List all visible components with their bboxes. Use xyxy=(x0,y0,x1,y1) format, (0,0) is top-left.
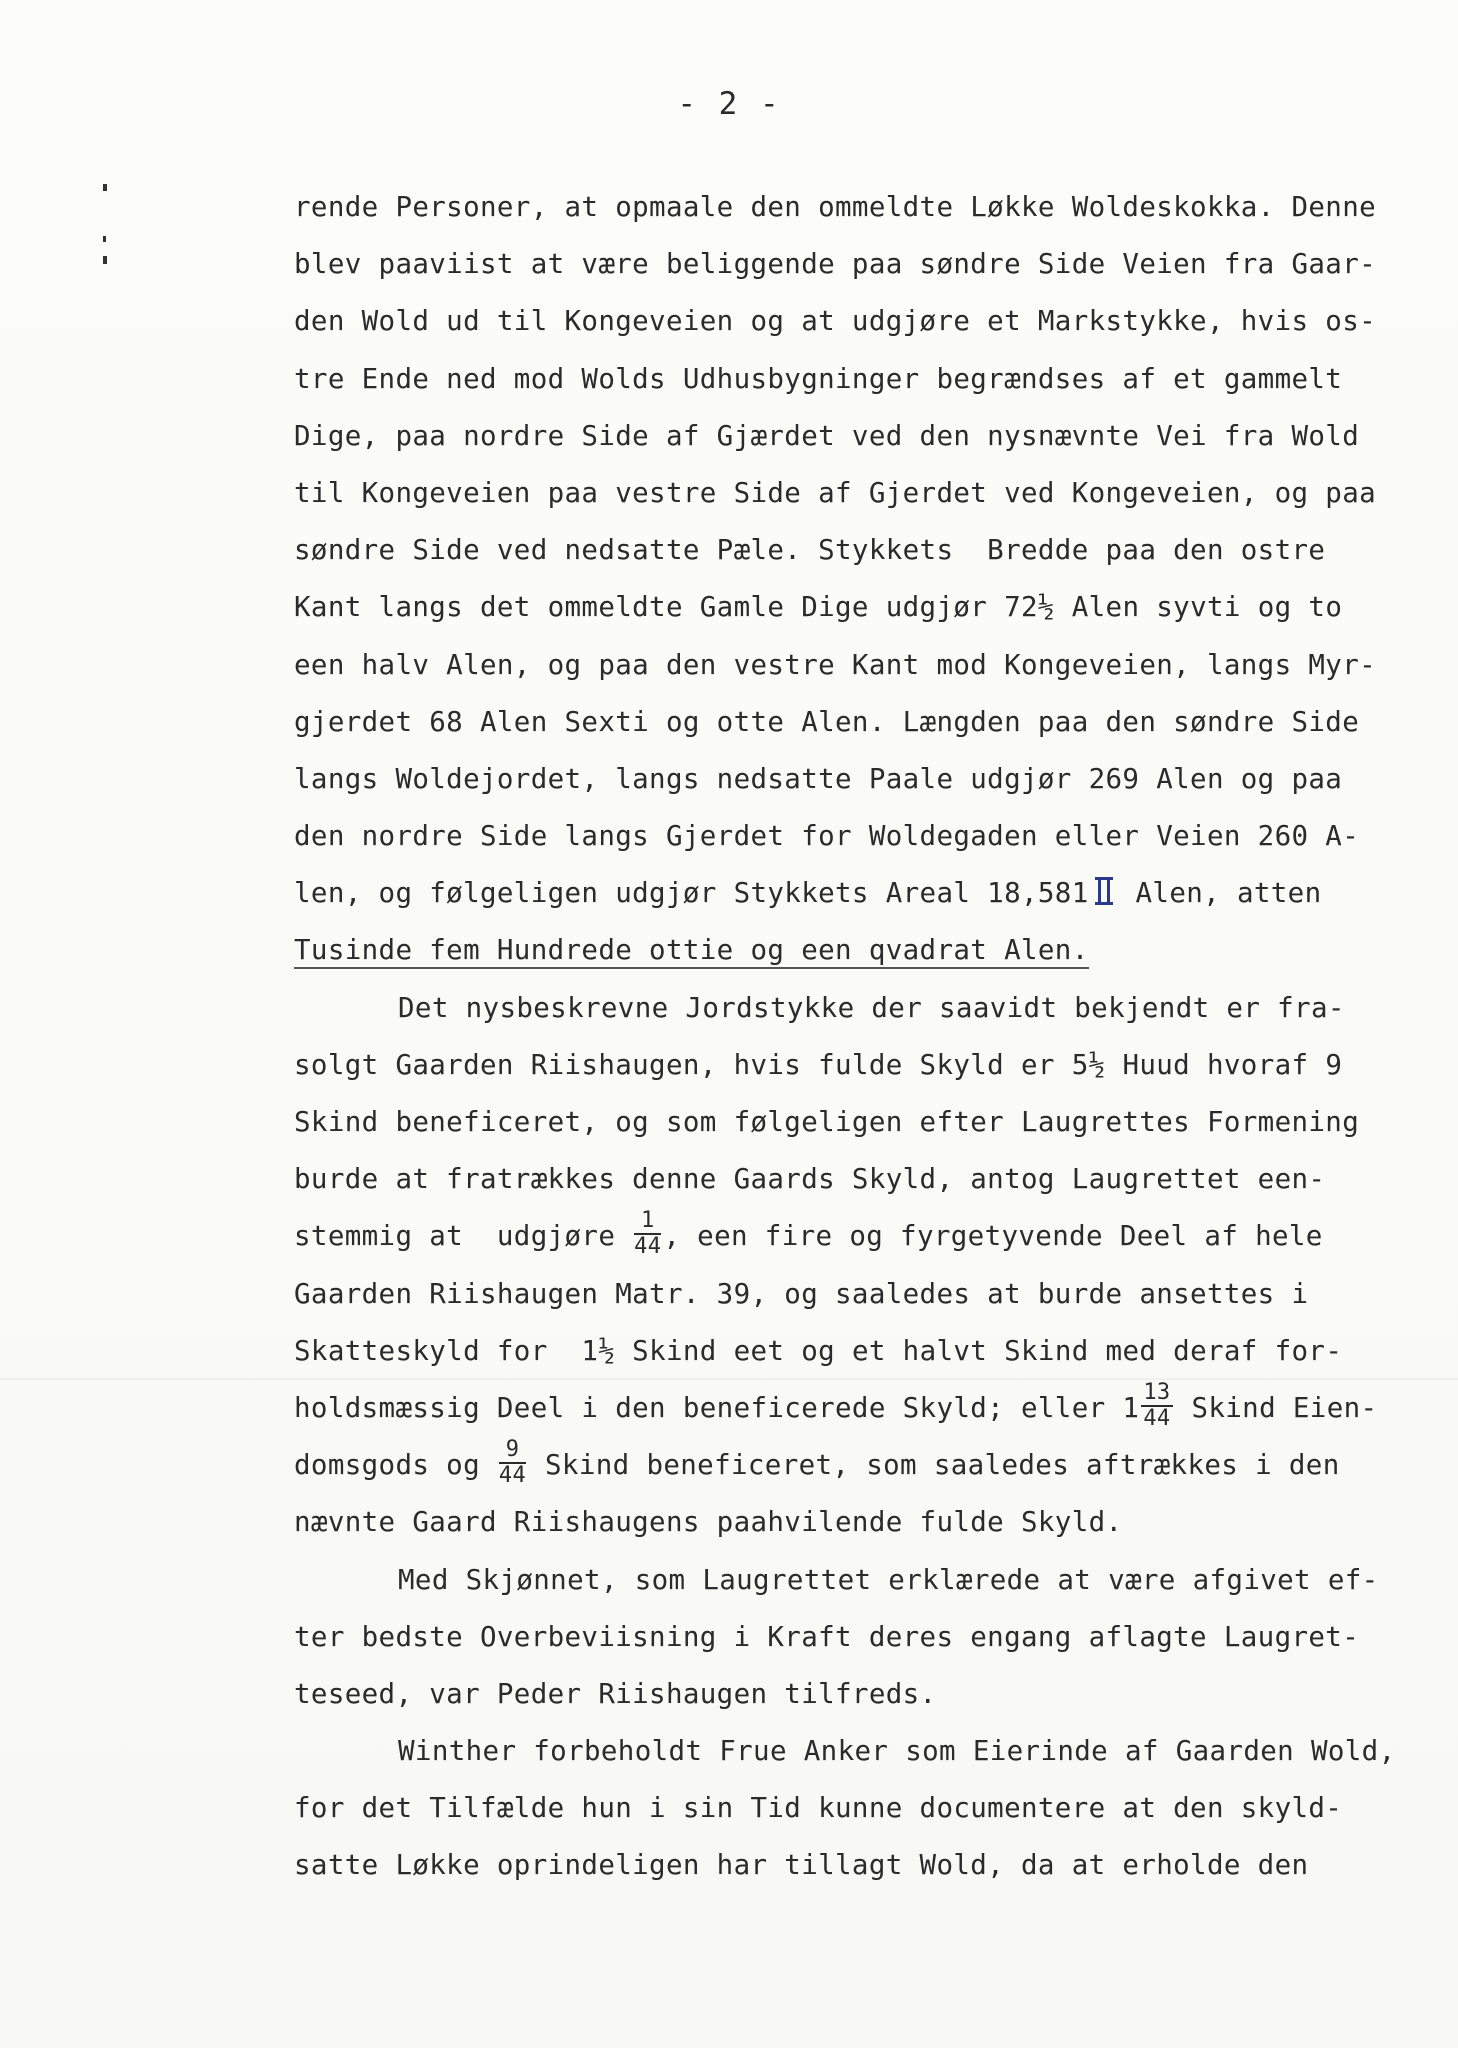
text-line xyxy=(294,1094,1414,1151)
fraction-numerator: 13 xyxy=(1143,1379,1171,1405)
text-line xyxy=(294,751,1414,808)
text-line xyxy=(294,1552,1414,1609)
text-line xyxy=(294,694,1414,751)
line-text: langs Woldejordet, langs nedsatte Paale udgjør 269 Alen og paa xyxy=(294,762,1343,795)
line-text: stemmig at udgjøre xyxy=(294,1220,633,1253)
line-text: rende Personer, at opmaale den ommeldte Løkke Woldeskokka. Denne xyxy=(294,191,1377,223)
line-text: Alen syvti og to xyxy=(1054,591,1343,624)
text-line xyxy=(294,922,1414,979)
page-number: - 2 - xyxy=(677,86,781,122)
line-text: satte Løkke oprindeligen har tillagt Wold, da at erholde den xyxy=(294,1849,1309,1882)
text-line xyxy=(294,579,1414,636)
line-text: den nordre Side langs Gjerdet for Woldegaden eller Veien 260 A- xyxy=(294,820,1360,853)
line-text: Dige, paa nordre Side af Gjærdet ved den nysnævnte Vei fra Wold xyxy=(294,419,1360,452)
line-text: Skind beneficeret, som saaledes aftrækkes i den xyxy=(528,1449,1340,1482)
half-fraction: ½ xyxy=(1037,591,1055,624)
text-line xyxy=(294,1609,1414,1666)
line-text: solgt Gaarden Riishaugen, hvis fulde Skyld er 5 xyxy=(294,1048,1089,1081)
fraction-denominator: 44 xyxy=(634,1234,662,1260)
line-text: burde at fratrækkes denne Gaards Skyld, antog Laugrettet een- xyxy=(294,1163,1326,1196)
line-text: een halv Alen, og paa den vestre Kant mod Kongeveien, langs Myr- xyxy=(294,648,1377,681)
text-line xyxy=(294,1837,1414,1894)
margin-mark xyxy=(103,236,106,242)
text-line xyxy=(294,351,1414,408)
text-line xyxy=(294,408,1414,465)
line-text: Skatteskyld for 1 xyxy=(294,1334,599,1367)
text-line xyxy=(294,865,1414,922)
line-text: holdsmæssig Deel i den beneficerede Skyld; eller 1 xyxy=(294,1391,1140,1424)
text-line xyxy=(294,1780,1414,1837)
line-text: blev paaviist at være beliggende paa søndre Side Veien fra Gaar- xyxy=(294,248,1377,281)
text-line xyxy=(294,465,1414,522)
text-line xyxy=(294,980,1414,1037)
fraction-numerator: 9 xyxy=(499,1439,526,1464)
text-line xyxy=(294,637,1414,694)
document-body xyxy=(294,179,1414,1895)
line-text: domsgods og xyxy=(294,1449,497,1482)
line-text: Kant langs det ommeldte Gamle Dige udgjør 72 xyxy=(294,591,1038,624)
half-fraction: ½ xyxy=(1088,1048,1106,1081)
line-text: nævnte Gaard Riishaugens paahvilende fulde Skyld. xyxy=(294,1506,1123,1539)
text-line xyxy=(294,1380,1414,1437)
text-line xyxy=(294,1151,1414,1208)
line-text: Med Skjønnet, som Laugrettet erklærede at være afgivet ef- xyxy=(398,1563,1379,1596)
fraction xyxy=(1141,1379,1172,1431)
line-text: , een fire og fyrgetyvende Deel af hele xyxy=(663,1220,1323,1253)
text-line xyxy=(294,1437,1414,1494)
text-line xyxy=(294,1494,1414,1551)
text-line xyxy=(294,1266,1414,1323)
fraction xyxy=(634,1210,661,1258)
line-text: Gaarden Riishaugen Matr. 39, og saaledes at burde ansettes i xyxy=(294,1277,1309,1310)
text-line xyxy=(294,179,1414,236)
line-text: Det nysbeskrevne Jordstykke der saavidt bekjendt er fra- xyxy=(398,991,1345,1024)
text-line xyxy=(294,293,1414,350)
line-text: gjerdet 68 Alen Sexti og otte Alen. Længden paa den søndre Side xyxy=(294,705,1360,738)
line-text: tre Ende ned mod Wolds Udhusbygninger begrændses af et gammelt xyxy=(294,362,1343,395)
text-line xyxy=(294,1723,1414,1780)
line-text: Alen, atten xyxy=(1118,877,1322,910)
text-line xyxy=(294,1666,1414,1723)
text-line xyxy=(294,808,1414,865)
line-text: Skind beneficeret, og som følgeligen efter Laugrettes Formening xyxy=(294,1106,1360,1138)
text-line xyxy=(294,1323,1414,1380)
line-text: for det Tilfælde hun i sin Tid kunne documentere at den skyld- xyxy=(294,1792,1343,1825)
square-unit-icon xyxy=(1095,877,1113,905)
line-text: ter bedste Overbeviisning i Kraft deres engang aflagte Laugret- xyxy=(294,1620,1360,1653)
line-text: Huud hvoraf 9 xyxy=(1105,1048,1343,1081)
fraction xyxy=(499,1439,526,1487)
line-text: Winther forbeholdt Frue Anker som Eierinde af Gaarden Wold, xyxy=(398,1735,1396,1768)
text-line xyxy=(294,236,1414,293)
line-text: søndre Side ved nedsatte Pæle. Stykkets Bredde paa den ostre xyxy=(294,534,1326,567)
line-text: teseed, var Peder Riishaugen tilfreds. xyxy=(294,1677,937,1710)
fraction-numerator: 1 xyxy=(634,1210,661,1235)
margin-mark xyxy=(103,184,107,191)
half-fraction: ½ xyxy=(598,1334,616,1367)
text-line xyxy=(294,1037,1414,1094)
text-line xyxy=(294,1208,1414,1265)
fraction-denominator: 44 xyxy=(1143,1405,1171,1431)
line-text: len, og følgeligen udgjør Stykkets Areal 18,581 xyxy=(294,877,1089,910)
line-text: Skind Eien- xyxy=(1174,1391,1378,1424)
text-line xyxy=(294,522,1414,579)
line-text: til Kongeveien paa vestre Side af Gjerdet ved Kongeveien, og paa xyxy=(294,476,1377,509)
line-text: Tusinde fem Hundrede ottie og een qvadrat Alen. xyxy=(294,934,1089,969)
line-text: Skind eet og et halvt Skind med deraf for- xyxy=(615,1334,1343,1367)
line-text: den Wold ud til Kongeveien og at udgjøre et Markstykke, hvis os- xyxy=(294,305,1377,338)
margin-mark xyxy=(103,256,107,264)
fraction-denominator: 44 xyxy=(498,1463,527,1489)
